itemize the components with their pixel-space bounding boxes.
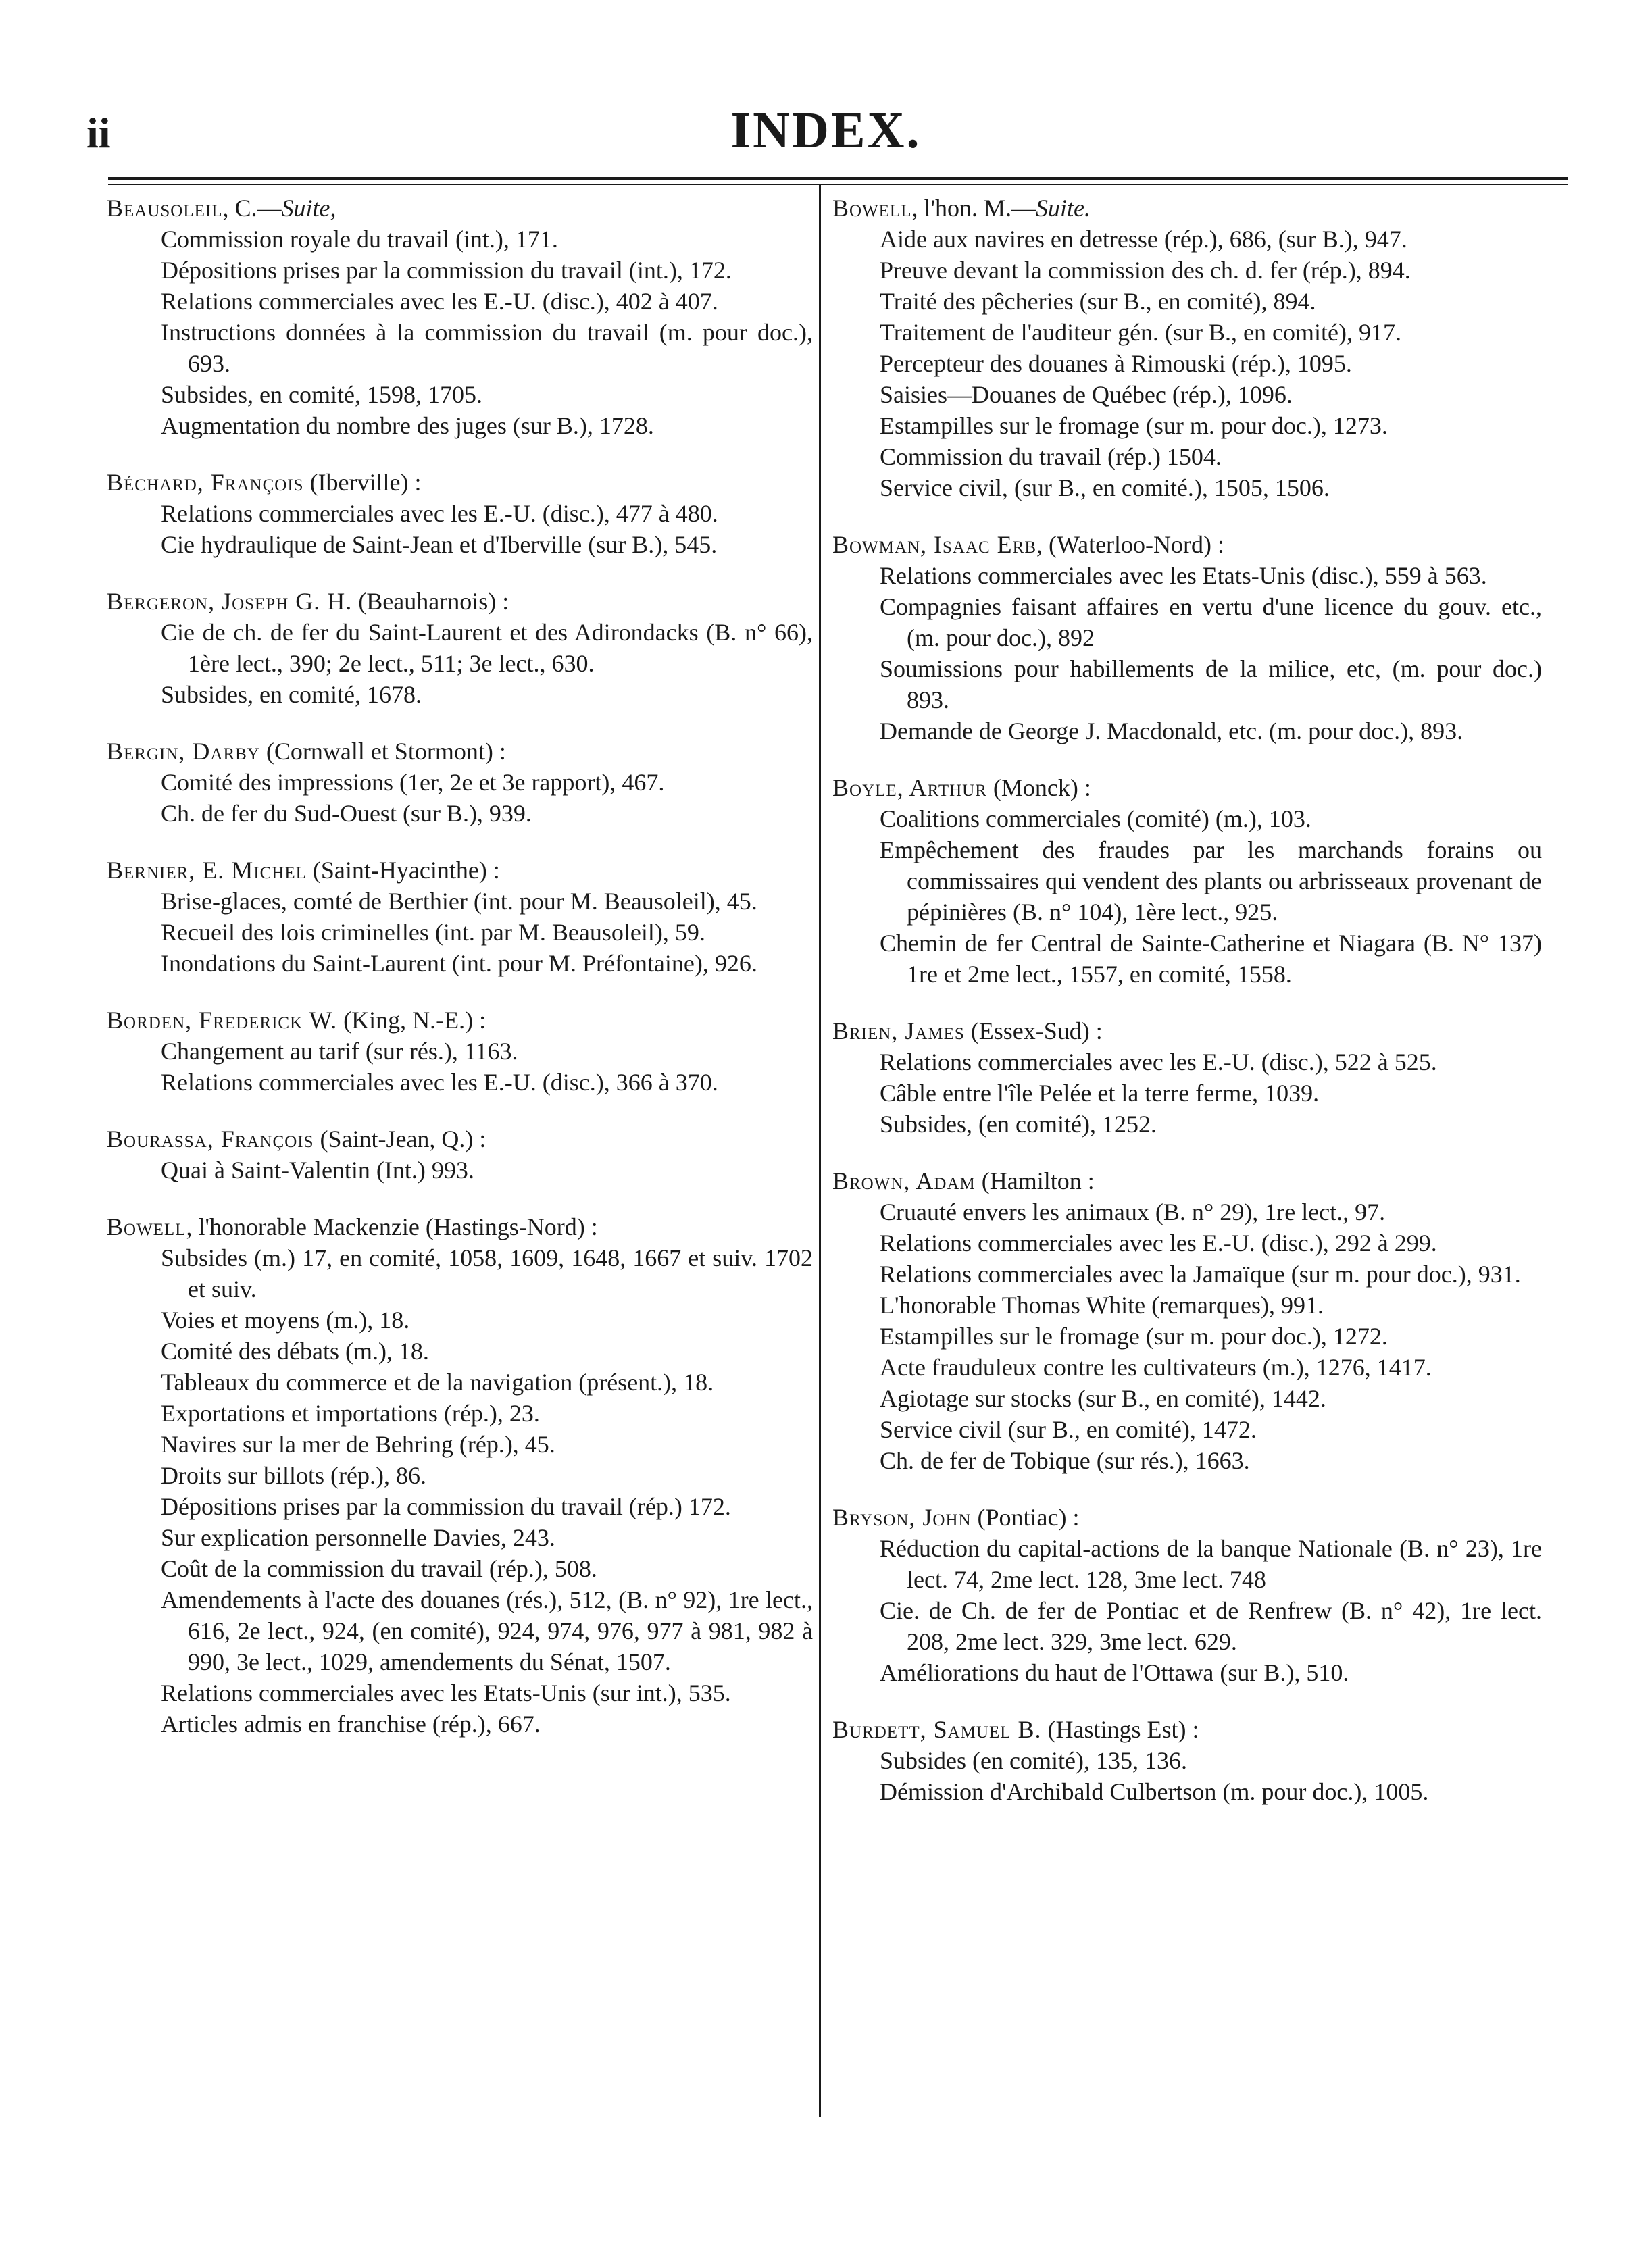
subentry: Cie. de Ch. de fer de Pontiac et de Renfrew (B. n° 42), 1re lect. 208, 2me lect. 329, 3me lect. 629. bbox=[880, 1597, 1542, 1655]
subentry: Dépositions prises par la commission du travail (rép.) 172. bbox=[161, 1493, 731, 1520]
subentry: Démission d'Archibald Culbertson (m. pour doc.), 1005. bbox=[880, 1778, 1429, 1805]
subentry: Relations commerciales avec les E.-U. (disc.), 366 à 370. bbox=[161, 1069, 718, 1096]
subentry: Cruauté envers les animaux (B. n° 29), 1re lect., 97. bbox=[880, 1198, 1386, 1225]
subentry: Relations commerciales avec la Jamaïque (sur m. pour doc.), 931. bbox=[880, 1261, 1521, 1288]
index-entry bbox=[107, 736, 813, 829]
entry-riding: (Hamilton : bbox=[975, 1167, 1095, 1194]
subentry-list bbox=[107, 886, 813, 979]
subentry-list bbox=[107, 1155, 813, 1186]
entry-name: Bowell bbox=[107, 1213, 186, 1240]
entry-heading bbox=[107, 1123, 813, 1155]
entry-riding: (King, N.-E.) : bbox=[337, 1007, 486, 1034]
subentry: Service civil, (sur B., en comité.), 1505, 1506. bbox=[880, 474, 1330, 501]
subentry: Traité des pêcheries (sur B., en comité), 894. bbox=[880, 288, 1316, 315]
column-divider bbox=[819, 185, 821, 2117]
subentry: L'honorable Thomas White (remarques), 991. bbox=[880, 1292, 1324, 1319]
index-entry bbox=[107, 193, 813, 441]
entry-heading bbox=[832, 1015, 1542, 1046]
entry-name: Brown, Adam bbox=[832, 1167, 976, 1194]
index-entry bbox=[107, 1005, 813, 1098]
subentry: Estampilles sur le fromage (sur m. pour doc.), 1272. bbox=[880, 1323, 1388, 1350]
entry-heading bbox=[832, 1714, 1542, 1745]
index-entry bbox=[832, 772, 1542, 990]
subentry: Ch. de fer de Tobique (sur rés.), 1663. bbox=[880, 1447, 1250, 1474]
entry-heading bbox=[107, 586, 813, 617]
entry-heading bbox=[107, 1211, 813, 1242]
subentry: Articles admis en franchise (rép.), 667. bbox=[161, 1711, 541, 1738]
subentry: Agiotage sur stocks (sur B., en comité), 1442. bbox=[880, 1385, 1326, 1412]
subentry-list bbox=[832, 1046, 1542, 1140]
entry-name: Beausoleil bbox=[107, 195, 223, 222]
subentry: Tableaux du commerce et de la navigation (présent.), 18. bbox=[161, 1369, 714, 1396]
entry-riding: , C.— bbox=[222, 195, 282, 222]
subentry: Voies et moyens (m.), 18. bbox=[161, 1307, 410, 1334]
entry-heading bbox=[832, 1502, 1542, 1533]
subentry: Aide aux navires en detresse (rép.), 686, (sur B.), 947. bbox=[880, 226, 1407, 253]
subentry: Changement au tarif (sur rés.), 1163. bbox=[161, 1038, 518, 1065]
subentry: Cie hydraulique de Saint-Jean et d'Iberville (sur B.), 545. bbox=[161, 531, 718, 558]
index-entry bbox=[107, 1211, 813, 1740]
subentry-list bbox=[832, 803, 1542, 990]
entry-heading bbox=[107, 193, 813, 224]
header-rule-thin bbox=[108, 184, 1568, 185]
subentry: Sur explication personnelle Davies, 243. bbox=[161, 1524, 555, 1551]
subentry-list bbox=[832, 1745, 1542, 1807]
subentry: Réduction du capital-actions de la banque Nationale (B. n° 23), 1re lect. 74, 2me lect. 128, 3me lect. 748 bbox=[880, 1535, 1542, 1593]
entry-heading bbox=[832, 529, 1542, 560]
subentry: Demande de George J. Macdonald, etc. (m. pour doc.), 893. bbox=[880, 717, 1463, 744]
subentry: Relations commerciales avec les E.-U. (disc.), 292 à 299. bbox=[880, 1230, 1437, 1257]
entry-name: Brien, James bbox=[832, 1017, 965, 1044]
entry-riding: , (Waterloo-Nord) : bbox=[1036, 531, 1225, 558]
entry-name: Borden, Frederick W. bbox=[107, 1007, 338, 1034]
index-entry bbox=[832, 1502, 1542, 1688]
entry-riding: (Monck) : bbox=[986, 774, 1091, 801]
entry-riding: (Saint-Hyacinthe) : bbox=[306, 857, 500, 884]
subentry: Coalitions commerciales (comité) (m.), 103. bbox=[880, 805, 1311, 832]
entry-riding: , l'honorable Mackenzie (Hastings-Nord) : bbox=[186, 1213, 598, 1240]
index-entry bbox=[832, 529, 1542, 747]
subentry: Ch. de fer du Sud-Ouest (sur B.), 939. bbox=[161, 800, 532, 827]
subentry: Subsides, (en comité), 1252. bbox=[880, 1111, 1157, 1138]
subentry: Améliorations du haut de l'Ottawa (sur B.), 510. bbox=[880, 1659, 1349, 1686]
subentry-list bbox=[107, 498, 813, 560]
subentry: Amendements à l'acte des douanes (rés.), 512, (B. n° 92), 1re lect., 616, 2e lect., 924, (en comité), 924, 974, 976, 977 à 981, 982 à 990, 3e lect., 1029, amendements du Sénat, 1507. bbox=[161, 1586, 813, 1675]
subentry: Compagnies faisant affaires en vertu d'une licence du gouv. etc., (m. pour doc.), 892 bbox=[880, 593, 1542, 651]
subentry: Subsides (en comité), 135, 136. bbox=[880, 1747, 1187, 1774]
index-entry bbox=[107, 467, 813, 560]
page-number: ii bbox=[86, 109, 111, 157]
entry-name: Bourassa, François bbox=[107, 1126, 314, 1153]
subentry-list bbox=[107, 617, 813, 710]
subentry: Saisies—Douanes de Québec (rép.), 1096. bbox=[880, 381, 1293, 408]
entry-name: Burdett, Samuel B. bbox=[832, 1716, 1042, 1743]
entry-name: Béchard, François bbox=[107, 469, 304, 496]
subentry: Recueil des lois criminelles (int. par M. Beausoleil), 59. bbox=[161, 919, 705, 946]
subentry-list bbox=[832, 224, 1542, 503]
subentry-list bbox=[832, 1196, 1542, 1476]
subentry-list bbox=[107, 767, 813, 829]
subentry-list bbox=[107, 224, 813, 441]
subentry: Augmentation du nombre des juges (sur B.), 1728. bbox=[161, 412, 654, 439]
subentry-list bbox=[107, 1036, 813, 1098]
entry-heading bbox=[832, 1165, 1542, 1196]
subentry-list bbox=[832, 560, 1542, 747]
entry-name: Bergin, Darby bbox=[107, 738, 260, 765]
index-entry bbox=[107, 855, 813, 979]
subentry-list bbox=[832, 1533, 1542, 1688]
entry-name: Boyle, Arthur bbox=[832, 774, 987, 801]
subentry: Cie de ch. de fer du Saint-Laurent et des Adirondacks (B. n° 66), 1ère lect., 390; 2e lect., 511; 3e lect., 630. bbox=[161, 619, 813, 677]
entry-name: Bowell bbox=[832, 195, 912, 222]
entry-name: Bergeron, Joseph G. H. bbox=[107, 588, 353, 615]
subentry: Relations commerciales avec les E.-U. (disc.), 477 à 480. bbox=[161, 500, 718, 527]
subentry: Coût de la commission du travail (rép.), 508. bbox=[161, 1555, 597, 1582]
subentry: Comité des débats (m.), 18. bbox=[161, 1338, 429, 1365]
subentry: Commission royale du travail (int.), 171. bbox=[161, 226, 558, 253]
subentry: Traitement de l'auditeur gén. (sur B., en comité), 917. bbox=[880, 319, 1401, 346]
subentry-list bbox=[107, 1242, 813, 1740]
subentry: Chemin de fer Central de Sainte-Catherine et Niagara (B. N° 137) 1re et 2me lect., 1557, en comité, 1558. bbox=[880, 930, 1542, 988]
entry-riding: (Hastings Est) : bbox=[1041, 1716, 1199, 1743]
entry-heading bbox=[107, 467, 813, 498]
subentry: Exportations et importations (rép.), 23. bbox=[161, 1400, 540, 1427]
subentry: Service civil (sur B., en comité), 1472. bbox=[880, 1416, 1257, 1443]
entry-riding: (Pontiac) : bbox=[971, 1504, 1080, 1531]
subentry: Navires sur la mer de Behring (rép.), 45. bbox=[161, 1431, 555, 1458]
subentry: Empêchement des fraudes par les marchands forains ou commissaires qui vendent des plants ou arbrisseaux provenant de pépinières (B. n° 104), 1ère lect., 925. bbox=[880, 836, 1542, 926]
subentry: Soumissions pour habillements de la milice, etc, (m. pour doc.) 893. bbox=[880, 655, 1542, 713]
entry-riding: (Beauharnois) : bbox=[352, 588, 509, 615]
subentry: Relations commerciales avec les E.-U. (disc.), 522 à 525. bbox=[880, 1048, 1437, 1076]
entry-riding: (Iberville) : bbox=[303, 469, 422, 496]
entry-heading bbox=[832, 772, 1542, 803]
subentry: Relations commerciales avec les E.-U. (disc.), 402 à 407. bbox=[161, 288, 718, 315]
entry-riding: (Cornwall et Stormont) : bbox=[259, 738, 506, 765]
index-entry bbox=[107, 1123, 813, 1186]
index-entry bbox=[832, 1165, 1542, 1476]
entry-name: Bryson, John bbox=[832, 1504, 972, 1531]
subentry: Relations commerciales avec les Etats-Unis (disc.), 559 à 563. bbox=[880, 562, 1487, 589]
subentry: Dépositions prises par la commission du travail (int.), 172. bbox=[161, 257, 732, 284]
subentry: Percepteur des douanes à Rimouski (rép.), 1095. bbox=[880, 350, 1352, 377]
left-column bbox=[107, 193, 813, 1765]
index-entry bbox=[832, 1015, 1542, 1140]
header-rule bbox=[108, 177, 1568, 180]
subentry: Comité des impressions (1er, 2e et 3e rapport), 467. bbox=[161, 769, 665, 796]
subentry: Subsides, en comité, 1678. bbox=[161, 681, 422, 708]
entry-heading bbox=[107, 736, 813, 767]
entry-heading bbox=[107, 1005, 813, 1036]
entry-riding: , l'hon. M.— bbox=[911, 195, 1036, 222]
subentry: Estampilles sur le fromage (sur m. pour doc.), 1273. bbox=[880, 412, 1388, 439]
subentry: Droits sur billots (rép.), 86. bbox=[161, 1462, 426, 1489]
entry-name: Bowman, Isaac Erb bbox=[832, 531, 1037, 558]
subentry: Commission du travail (rép.) 1504. bbox=[880, 443, 1222, 470]
subentry: Quai à Saint-Valentin (Int.) 993. bbox=[161, 1157, 474, 1184]
entry-riding: (Essex-Sud) : bbox=[964, 1017, 1103, 1044]
index-entry bbox=[107, 586, 813, 710]
entry-riding: (Saint-Jean, Q.) : bbox=[314, 1126, 486, 1153]
page-title: INDEX. bbox=[730, 102, 922, 159]
entry-suite: Suite, bbox=[281, 195, 336, 222]
entry-heading bbox=[832, 193, 1542, 224]
subentry: Instructions données à la commission du travail (m. pour doc.), 693. bbox=[161, 319, 813, 377]
subentry: Brise-glaces, comté de Berthier (int. pour M. Beausoleil), 45. bbox=[161, 888, 757, 915]
subentry: Câble entre l'île Pelée et la terre ferme, 1039. bbox=[880, 1080, 1320, 1107]
index-entry bbox=[832, 1714, 1542, 1807]
subentry: Subsides, en comité, 1598, 1705. bbox=[161, 381, 482, 408]
subentry: Inondations du Saint-Laurent (int. pour M. Préfontaine), 926. bbox=[161, 950, 757, 977]
subentry: Subsides (m.) 17, en comité, 1058, 1609, 1648, 1667 et suiv. 1702 et suiv. bbox=[161, 1244, 813, 1302]
entry-name: Bernier, E. Michel bbox=[107, 857, 307, 884]
subentry: Relations commerciales avec les Etats-Unis (sur int.), 535. bbox=[161, 1679, 731, 1706]
index-entry bbox=[832, 193, 1542, 503]
entry-suite: Suite. bbox=[1035, 195, 1091, 222]
subentry: Preuve devant la commission des ch. d. fer (rép.), 894. bbox=[880, 257, 1411, 284]
right-column bbox=[832, 193, 1542, 1833]
subentry: Acte frauduleux contre les cultivateurs (m.), 1276, 1417. bbox=[880, 1354, 1432, 1381]
entry-heading bbox=[107, 855, 813, 886]
